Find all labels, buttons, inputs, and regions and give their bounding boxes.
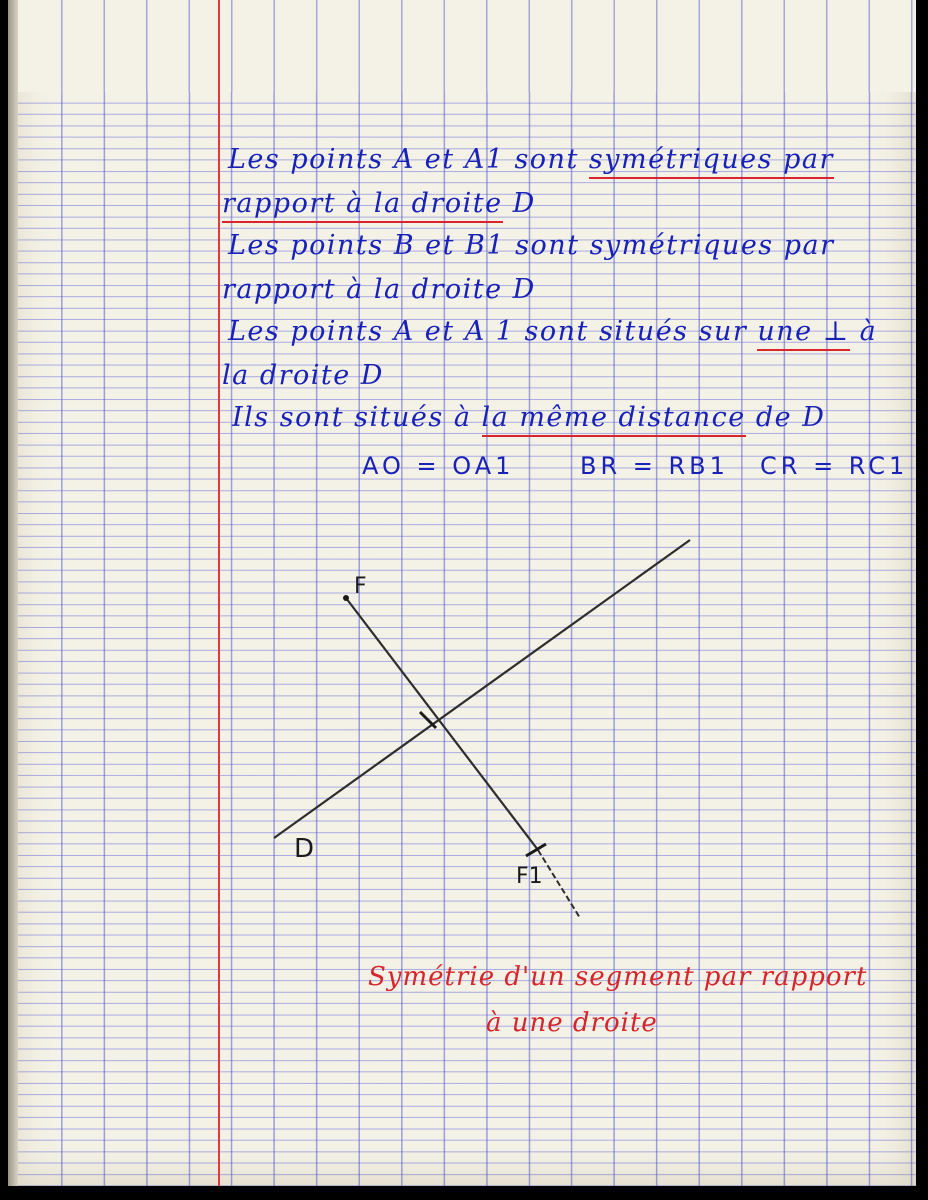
note-line-7-text: Ils sont situés à xyxy=(232,402,482,433)
note-line-4: rapport à la droite D xyxy=(222,274,536,305)
note-line-5-text: Les points A et A 1 sont situés sur xyxy=(228,316,758,347)
equation-ao-oa1: AO = OA1 xyxy=(362,452,515,480)
equation-cr-rc1: CR = RC1 xyxy=(760,452,909,480)
caption-line-2: à une droite xyxy=(486,1008,658,1038)
equation-br-rb1: BR = RB1 xyxy=(580,452,729,480)
note-line-1-underlined: symétriques par xyxy=(589,144,834,179)
note-line-2-underlined: rapport à la droite xyxy=(222,188,503,223)
note-line-7-end: de D xyxy=(745,402,826,433)
note-line-5-underlined: une ⊥ xyxy=(757,316,849,351)
label-f1: F1 xyxy=(516,864,543,889)
line-d xyxy=(274,540,690,838)
note-line-7-underlined: la même distance xyxy=(482,402,746,437)
point-f-dot xyxy=(343,595,349,601)
note-line-5-end: à xyxy=(849,316,878,347)
segment-f-f1 xyxy=(346,598,538,850)
perpendicular-extension xyxy=(538,850,580,918)
note-line-6: la droite D xyxy=(222,360,384,391)
caption-line-1: Symétrie d'un segment par rapport xyxy=(368,962,868,992)
label-f: F xyxy=(354,574,367,599)
note-line-2-text: D xyxy=(502,188,536,219)
label-d: D xyxy=(294,834,315,864)
note-line-1-text: Les points A et A1 sont xyxy=(228,144,589,175)
note-line-3: Les points B et B1 sont symétriques par xyxy=(228,230,835,261)
